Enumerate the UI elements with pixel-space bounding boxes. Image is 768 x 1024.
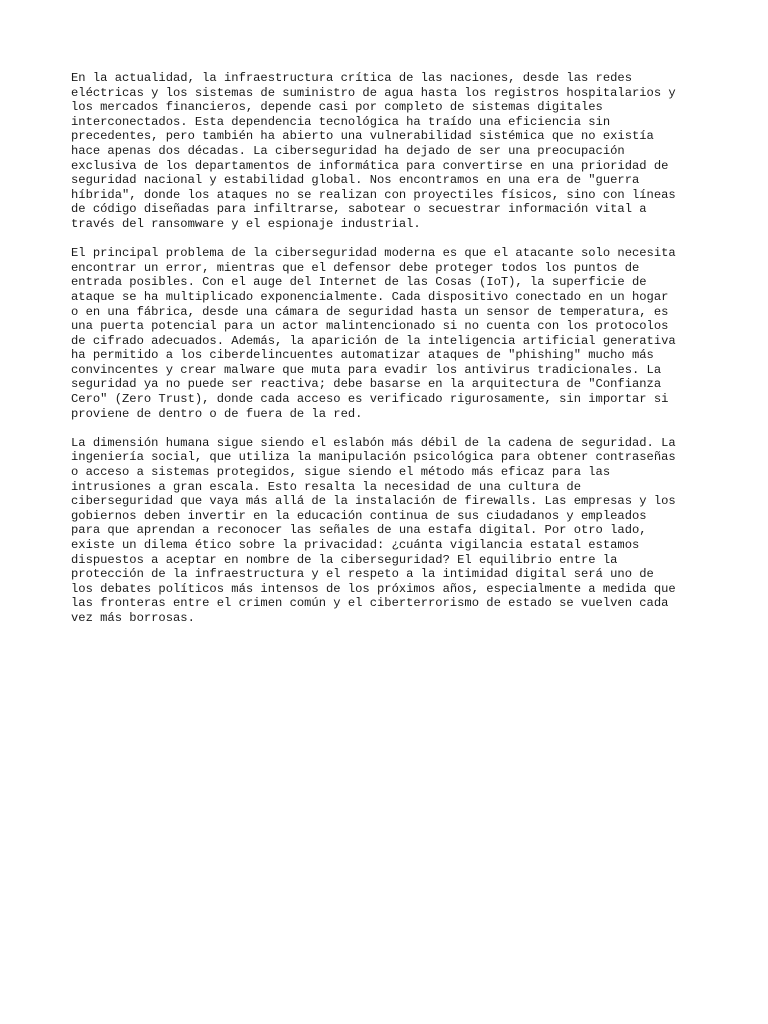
- paragraph-2: El principal problema de la ciberseguridad moderna es que el atacante solo necesita encontrar un error, mientras que el defensor debe proteger todos los puntos de entrada posibles. Con el auge del Internet de las Cosas (IoT), la superficie de ataque se ha multiplicado exponencialmente. Cada dispositivo conectado en un hogar o en una fábrica, desde una cámara de seguridad hasta un sensor de temperatura, es una puerta potencial para un actor malintencionado si no cuenta con los protocolos de cifrado adecuados. Además, la aparición de la inteligencia artificial generativa ha permitido a los ciberdelincuentes automatizar ataques de "phishing" mucho más convincentes y crear malware que muta para evadir los antivirus tradicionales. La seguridad ya no puede ser reactiva; debe basarse en la arquitectura de "Confianza Cero" (Zero Trust), donde cada acceso es verificado rigurosamente, sin importar si proviene de dentro o de fuera de la red.: [71, 246, 676, 421]
- paragraph-1: En la actualidad, la infraestructura crítica de las naciones, desde las redes eléctricas y los sistemas de suministro de agua hasta los registros hospitalarios y los mercados financieros, depende casi por completo de sistemas digitales interconectados. Esta dependencia tecnológica ha traído una eficiencia sin precedentes, pero también ha abierto una vulnerabilidad sistémica que no existía hace apenas dos décadas. La ciberseguridad ha dejado de ser una preocupación exclusiva de los departamentos de informática para convertirse en una prioridad de seguridad nacional y estabilidad global. Nos encontramos en una era de "guerra híbrida", donde los ataques no se realizan con proyectiles físicos, sino con líneas de código diseñadas para infiltrarse, sabotear o secuestrar información vital a través del ransomware y el espionaje industrial.: [71, 71, 676, 231]
- paragraph-3: La dimensión humana sigue siendo el eslabón más débil de la cadena de seguridad. La ingeniería social, que utiliza la manipulación psicológica para obtener contraseñas o acceso a sistemas protegidos, sigue siendo el método más eficaz para las intrusiones a gran escala. Esto resalta la necesidad de una cultura de ciberseguridad que vaya más allá de la instalación de firewalls. Las empresas y los gobiernos deben invertir en la educación continua de sus ciudadanos y empleados para que aprendan a reconocer las señales de una estafa digital. Por otro lado, existe un dilema ético sobre la privacidad: ¿cuánta vigilancia estatal estamos dispuestos a aceptar en nombre de la ciberseguridad? El equilibrio entre la protección de la infraestructura y el respeto a la intimidad digital será uno de los debates políticos más intensos de los próximos años, especialmente a medida que las fronteras entre el crimen común y el ciberterrorismo de estado se vuelven cada vez más borrosas.: [71, 435, 676, 625]
- document-page: [71, 71, 701, 640]
